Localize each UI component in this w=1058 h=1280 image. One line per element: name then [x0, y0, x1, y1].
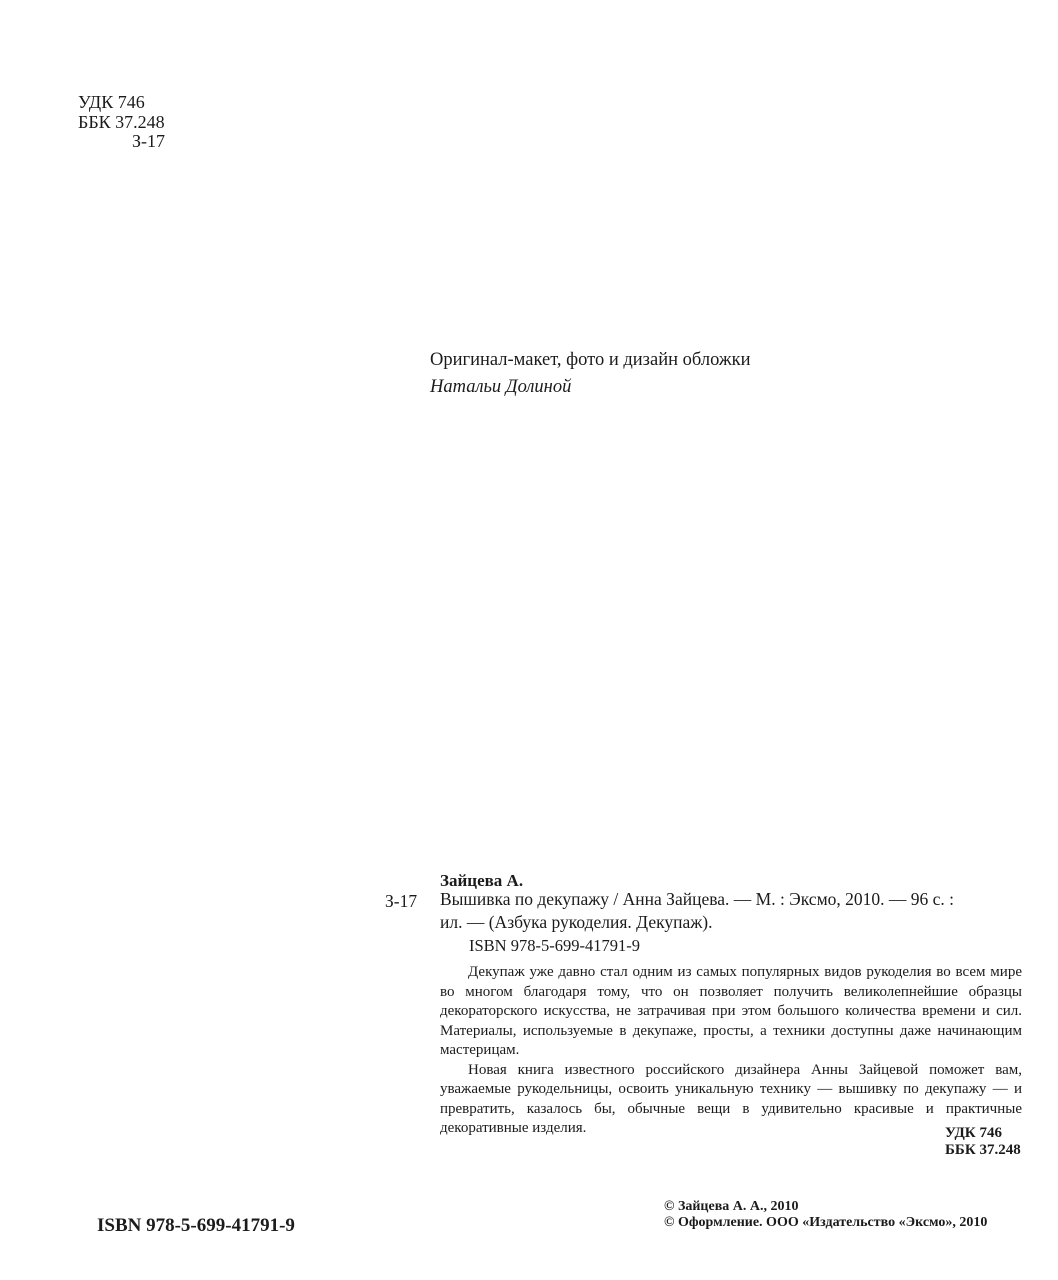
author-mark-top: З-17	[132, 131, 166, 151]
record-isbn: ISBN 978-5-699-41791-9	[469, 936, 640, 955]
annotation-paragraph-2: Новая книга известного российского дизайнера Анны Зайцевой поможет вам, уважаемые рукодельницы, освоить уникальную технику — вышивку по декупажу — и превратить, казалось бы, обычные вещи в удивительно красивые и практичные декоративные изделия.	[440, 1061, 1022, 1136]
bbk-code-bottom: ББК 37.248	[945, 1142, 1021, 1158]
copyright-publisher: © Оформление. ООО «Издательство «Эксмо», 2010	[664, 1215, 988, 1230]
udk-code-bottom: УДК 746	[945, 1125, 1002, 1141]
record-title-line-2: ил. — (Азбука рукоделия. Декупаж).	[440, 912, 713, 932]
record-author-mark: З-17	[385, 891, 418, 911]
annotation-paragraph-1: Декупаж уже давно стал одним из самых популярных видов рукоделия во всем мире во многом благодаря тому, что он позволяет получить великолепнейшие образцы декораторского искусства, не затрачивая при этом большого количества времени и сил. Материалы, используемые в декупаже, просты, а техники доступны даже начинающим мастерицам.	[440, 964, 1022, 1058]
design-credits-label: Оригинал-макет, фото и дизайн обложки	[430, 350, 751, 370]
udk-code-top: УДК 746	[78, 92, 145, 112]
annotation	[440, 963, 1022, 1139]
record-title-line-1: Вышивка по декупажу / Анна Зайцева. — М. : Эксмо, 2010. — 96 с. :	[440, 889, 955, 909]
record-author: Зайцева А.	[440, 871, 524, 890]
bbk-code-top: ББК 37.248	[78, 112, 165, 132]
isbn-large: ISBN 978-5-699-41791-9	[97, 1215, 295, 1236]
design-credits-name: Натальи Долиной	[430, 377, 572, 397]
copyright-author: © Зайцева А. А., 2010	[664, 1199, 799, 1214]
